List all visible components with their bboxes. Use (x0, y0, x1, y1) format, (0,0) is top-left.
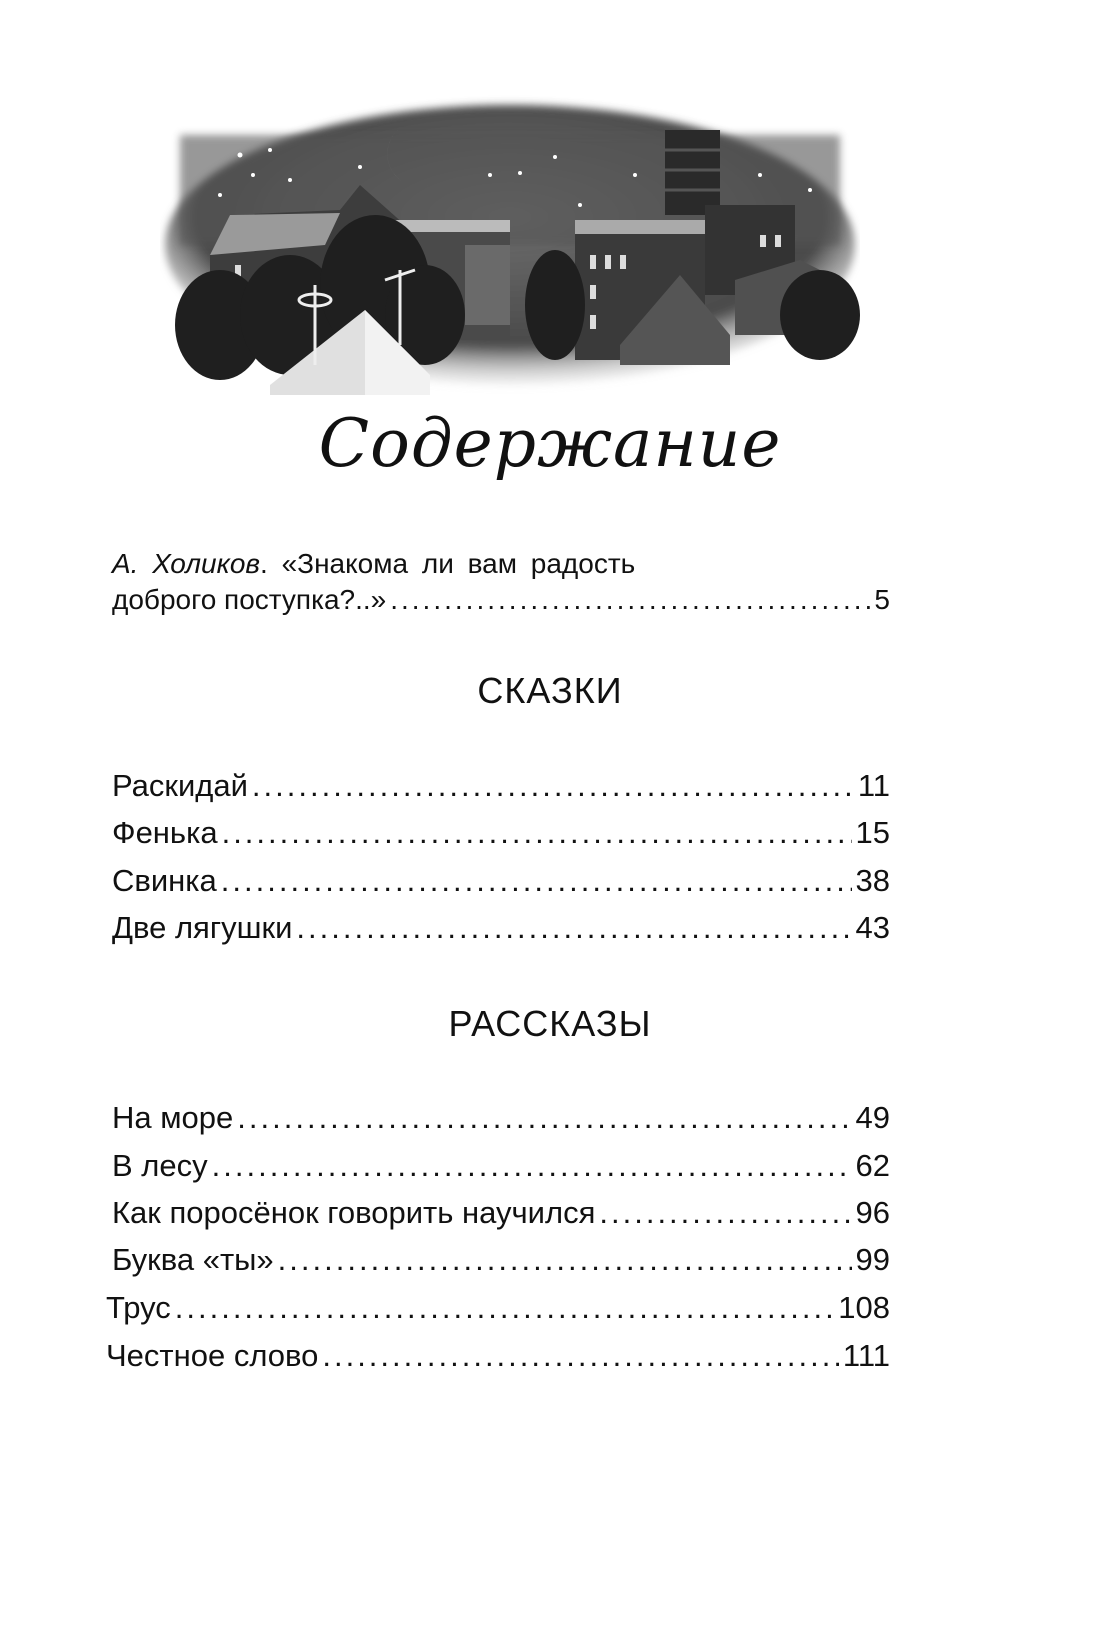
section-heading-skazki: СКАЗКИ (477, 670, 623, 711)
toc-entry[interactable] (106, 1338, 890, 1374)
toc-entry[interactable] (112, 910, 890, 946)
leader-dots (390, 584, 870, 616)
leader-dots (296, 910, 851, 946)
toc-entry[interactable] (112, 1100, 890, 1136)
page-number: 99 (855, 1242, 890, 1277)
night-city-illustration (160, 95, 860, 395)
intro-entry-line1[interactable]: А. Холиков. «Знакома ли вам радость (112, 548, 636, 579)
leader-dots (237, 1100, 851, 1136)
entry-title: Две лягушки (112, 910, 293, 945)
leader-dots (222, 815, 852, 851)
intro-title-line1: «Знакома ли вам радость (281, 548, 636, 579)
page-title: Содержание (318, 405, 782, 482)
entry-title: Буква «ты» (112, 1242, 274, 1277)
toc-entry[interactable] (112, 1242, 890, 1278)
page-number: 11 (857, 768, 890, 803)
toc-entry[interactable] (112, 815, 890, 851)
page-number: 62 (855, 1148, 890, 1183)
intro-entry-line2[interactable] (112, 584, 890, 616)
toc-entry[interactable] (112, 863, 890, 899)
intro-title-line2: доброго поступка?..» (112, 584, 387, 615)
entry-title: Как поросёнок говорить научился (112, 1195, 596, 1230)
leader-dots (599, 1195, 851, 1231)
toc-entry[interactable] (112, 1195, 890, 1231)
leader-dots (212, 1148, 852, 1184)
toc-entry[interactable] (112, 768, 890, 804)
entry-title: Раскидай (112, 768, 248, 803)
entry-title: Фенька (112, 815, 218, 850)
page-number: 108 (838, 1290, 890, 1325)
entry-title: Свинка (112, 863, 217, 898)
entry-title: Честное слово (106, 1338, 319, 1373)
leader-dots (221, 863, 852, 899)
page-number: 5 (874, 584, 890, 615)
toc-entry[interactable] (106, 1290, 890, 1326)
page-number: 15 (855, 815, 890, 850)
page-number: 49 (855, 1100, 890, 1135)
entry-title: Трус (106, 1290, 171, 1325)
leader-dots (175, 1290, 835, 1326)
leader-dots (322, 1338, 839, 1374)
page-number: 96 (855, 1195, 890, 1230)
intro-author: А. Холиков (112, 548, 261, 579)
leader-dots (278, 1242, 852, 1278)
entry-title: На море (112, 1100, 234, 1135)
page-number: 38 (855, 863, 890, 898)
page-number: 43 (855, 910, 890, 945)
toc-entry[interactable] (112, 1148, 890, 1184)
entry-title: В лесу (112, 1148, 208, 1183)
section-heading-rasskazy: РАССКАЗЫ (448, 1003, 652, 1044)
page-number: 111 (842, 1338, 890, 1373)
leader-dots (252, 768, 854, 804)
